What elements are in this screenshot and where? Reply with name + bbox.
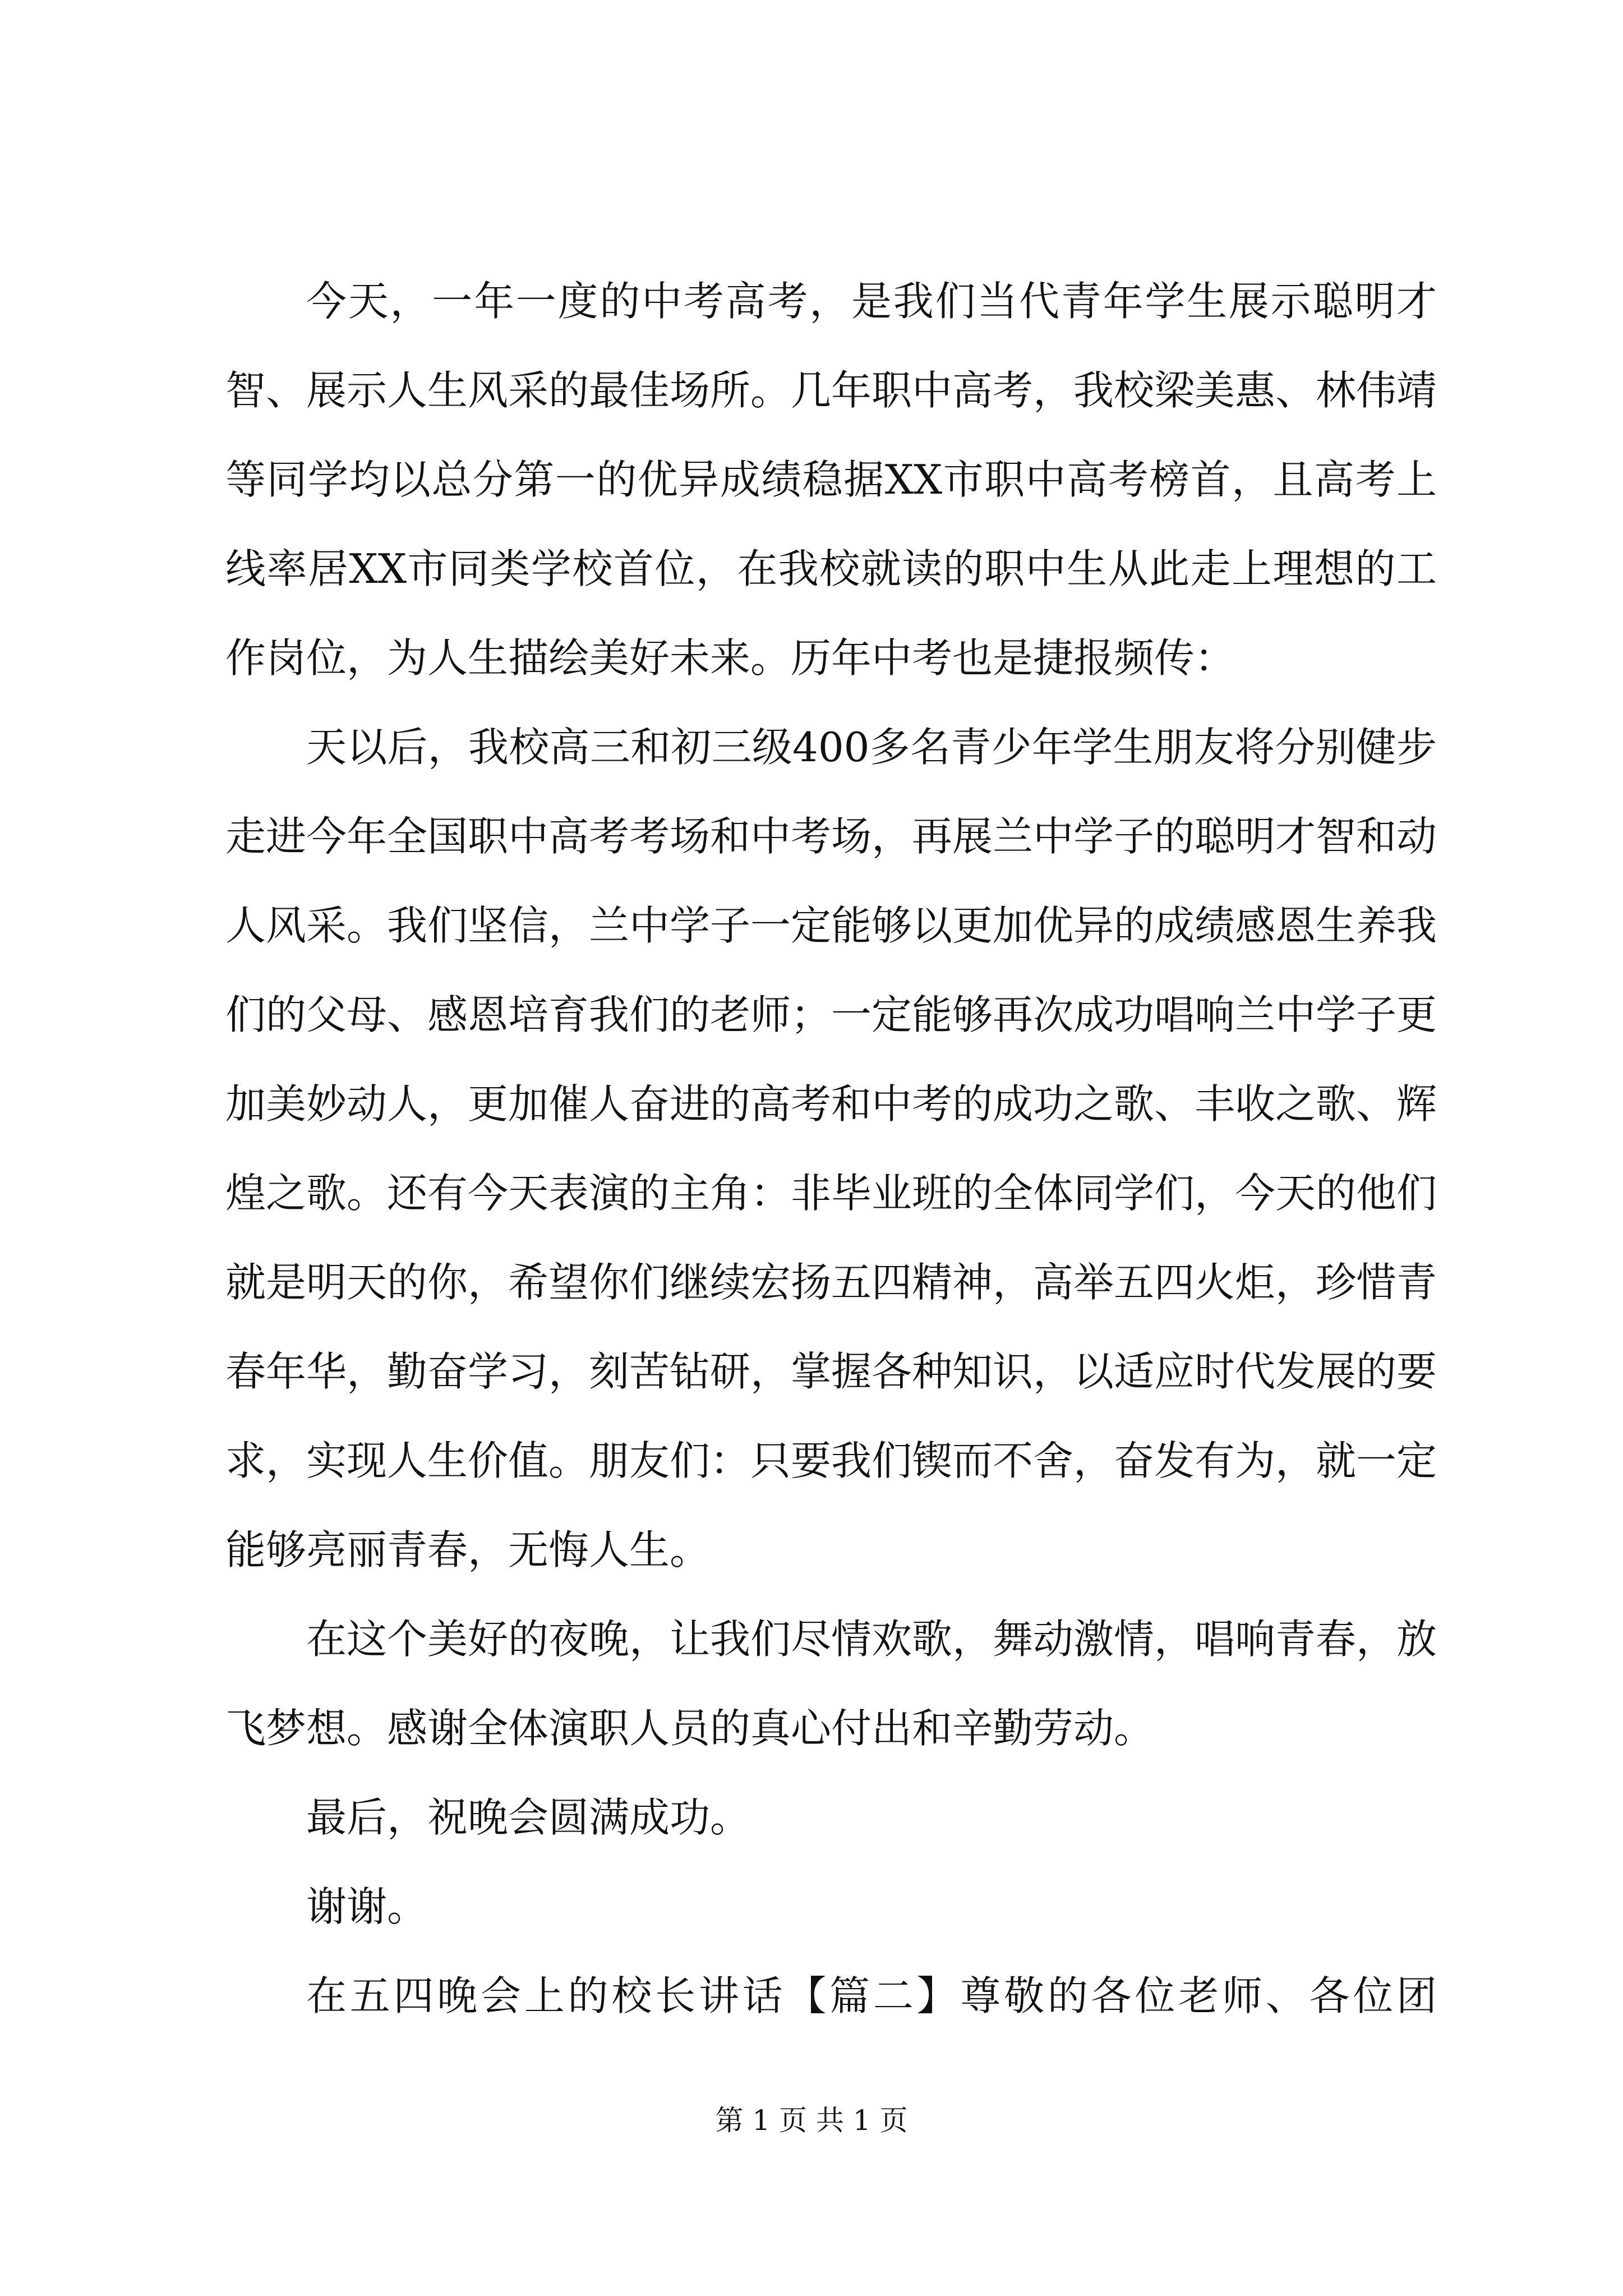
paragraph: 谢谢。: [306, 1883, 428, 1930]
paragraph: 最后，祝晚会圆满成功。: [306, 1794, 751, 1841]
paragraph: 在这个美好的夜晚，让我们尽情欢歌，舞动激情，唱响青春，放飞梦想。感谢全体演职人员的真心付出和辛勤劳动。: [225, 1616, 1437, 1752]
paragraph: 今天，一年一度的中考高考，是我们当代青年学生展示聪明才智、展示人生风采的最佳场所。几年职中高考，我校梁美惠、林伟靖等同学均以总分第一的优异成绩稳据XX市职中高考榜首，且高考上线率居XX市同类学校首位，在我校就读的职中生从此走上理想的工作岗位，为人生描绘美好未来。历年中考也是捷报频传：: [225, 278, 1437, 682]
page-footer: 第 1 页 共 1 页: [715, 2104, 908, 2137]
paragraph: 天以后，我校高三和初三级400多名青少年学生朋友将分别健步走进今年全国职中高考考场和中考场，再展兰中学子的聪明才智和动人风采。我们坚信，兰中学子一定能够以更加优异的成绩感恩生养我们的父母、感恩培育我们的老师；一定能够再次成功唱响兰中学子更加美妙动人，更加催人奋进的高考和中考的成功之歌、丰收之歌、辉煌之歌。还有今天表演的主角：非毕业班的全体同学们，今天的他们就是明天的你，希望你们继续宏扬五四精神，高举五四火炬，珍惜青春年华，勤奋学习，刻苦钻研，掌握各种知识，以适应时代发展的要求，实现人生价值。朋友们：只要我们锲而不舍，奋发有为，就一定能够亮丽青春，无悔人生。: [225, 724, 1437, 1573]
paragraph: 在五四晚会上的校长讲话【篇二】尊敬的各位老师、各位团: [306, 1972, 1437, 2019]
document-body: [225, 257, 1437, 2041]
